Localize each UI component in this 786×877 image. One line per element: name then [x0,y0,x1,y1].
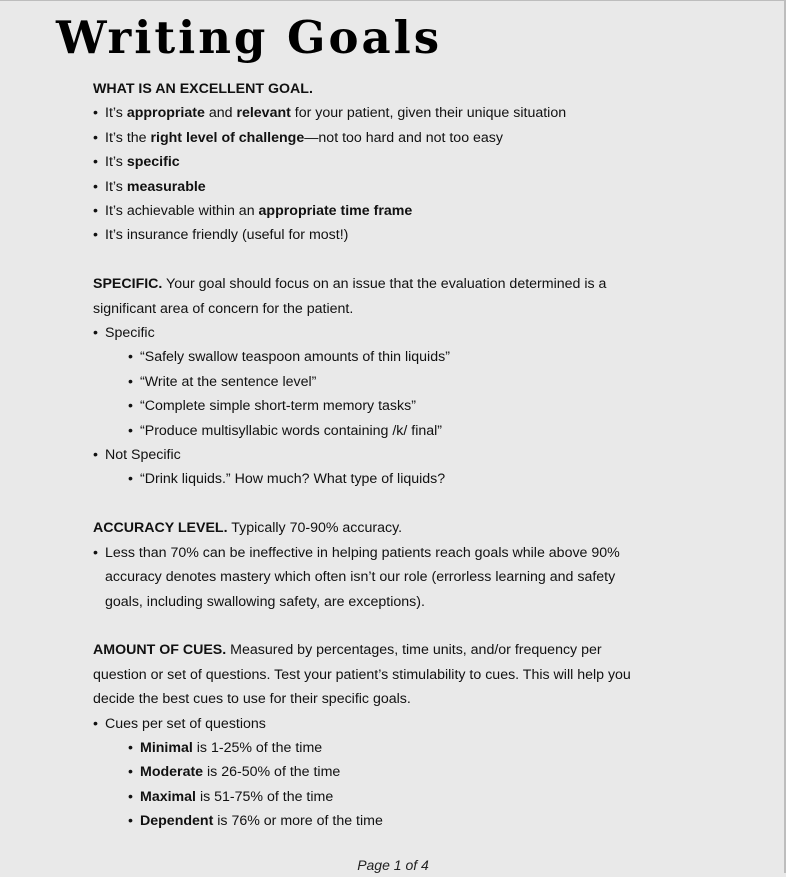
list-item-emphasis: appropriate [126,105,205,122]
cue-level-text: is 76% or more of the time [213,813,383,830]
list-item: • Specific [93,321,693,345]
list-item-text: It’s achievable within an [105,203,259,220]
cue-level-name: Maximal [140,788,196,805]
paragraph-text: Typically 70-90% accuracy. [227,520,403,537]
sub-list-item [93,809,693,833]
list-item-text: for your patient, given their unique situation [290,105,567,122]
sub-list-item [93,785,693,809]
paragraph-text: Measured by percentages, time units, and/or frequency per [226,642,602,659]
list-item-text: It’s the [105,129,151,146]
cue-level-text: is 26-50% of the time [203,764,341,781]
list-item-emphasis: right level of challenge [150,129,305,146]
cue-level-text: is 1-25% of the time [192,739,323,756]
sub-list-item: • “Write at the sentence level” [93,370,693,394]
list-item-emphasis: measurable [126,178,206,195]
accuracy-heading: ACCURACY LEVEL. [93,520,228,537]
list-item-emphasis: specific [126,154,180,171]
list-item-text: It’s [105,154,127,171]
cues-paragraph [93,638,693,662]
specific-heading: SPECIFIC. [93,276,163,293]
paragraph-text: question or set of questions. Test your patient’s stimulability to cues. This will help you [93,666,631,683]
list-item: • Less than 70% can be ineffective in helping patients reach goals while above 90% [93,541,693,565]
list-item-emphasis: relevant [236,105,291,122]
specific-paragraph [93,272,693,296]
document-body [93,77,693,834]
list-item: • It’s insurance friendly (useful for most!) [93,223,693,247]
list-item-continuation: goals, including swallowing safety, are exceptions). [105,593,425,610]
section-spacer [93,614,693,638]
page-number: Page 1 of 4 [357,857,429,873]
page-title: Writing Goals [56,11,443,64]
sub-list-item: • “Complete simple short-term memory tasks” [93,394,693,418]
sub-list-item: • “Safely swallow teaspoon amounts of thin liquids” [93,345,693,369]
sub-list-item: • “Produce multisyllabic words containing /k/ final” [93,419,693,443]
cues-heading: AMOUNT OF CUES. [93,642,227,659]
cue-level-name: Moderate [140,764,204,781]
sub-list-item [93,760,693,784]
cue-level-name: Minimal [140,739,193,756]
list-item-emphasis: appropriate time frame [258,203,413,220]
cue-level-name: Dependent [140,813,214,830]
list-item: • Cues per set of questions [93,712,693,736]
page-top-edge [0,0,786,1]
section-spacer [93,492,693,516]
list-item [93,101,693,125]
list-item-text: and [204,105,237,122]
list-item-text: It’s [105,105,127,122]
list-item: • Not Specific [93,443,693,467]
paragraph-text: decide the best cues to use for their specific goals. [93,691,411,708]
section-spacer [93,248,693,272]
accuracy-paragraph [93,516,693,540]
paragraph-text: Your goal should focus on an issue that the evaluation determined is a [162,276,607,293]
paragraph-text: significant area of concern for the patient. [93,300,354,317]
list-item-continuation: accuracy denotes mastery which often isn’t our role (errorless learning and safety [105,569,616,586]
cue-level-text: is 51-75% of the time [196,788,334,805]
list-item [93,175,693,199]
list-item [93,150,693,174]
list-item-text: —not too hard and not too easy [304,129,503,146]
sub-list-item: • “Drink liquids.” How much? What type of liquids? [93,467,693,491]
sub-list-item [93,736,693,760]
excellent-goal-heading: WHAT IS AN EXCELLENT GOAL. [93,81,313,97]
list-item [93,126,693,150]
list-item [93,199,693,223]
list-item-text: It’s [105,178,127,195]
